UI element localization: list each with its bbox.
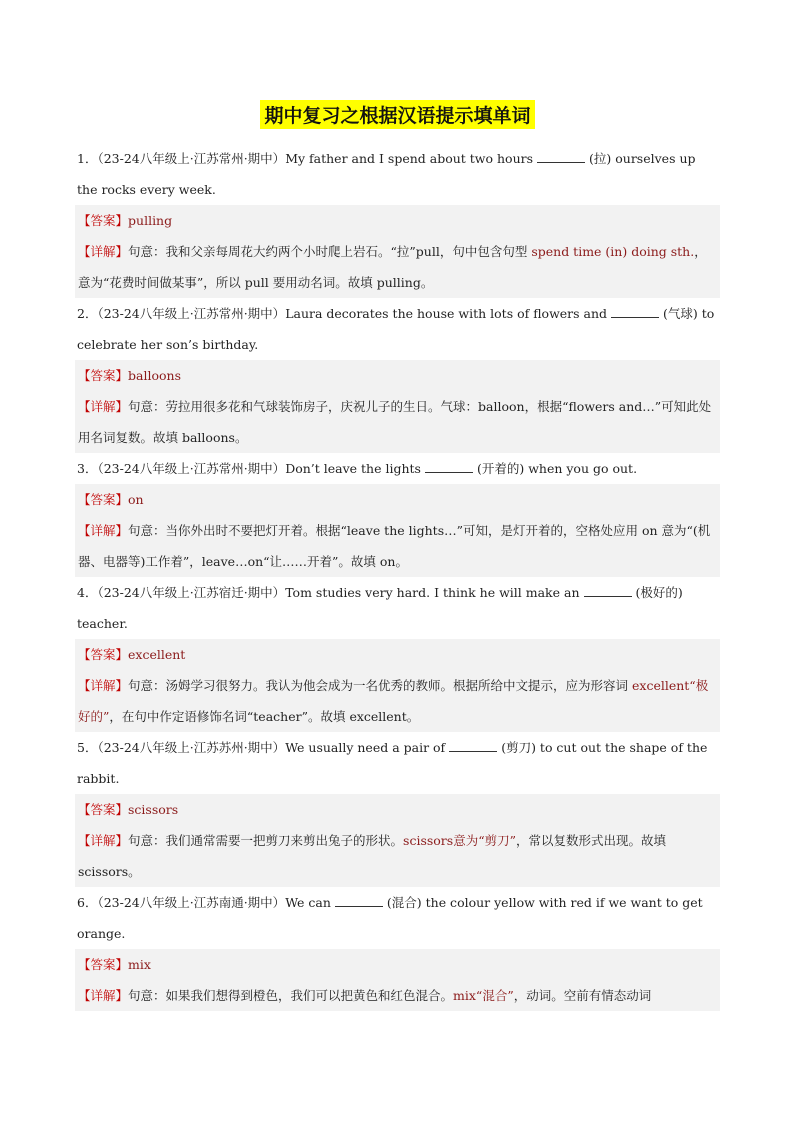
question-number: 5． <box>77 740 98 755</box>
detail-text-b: scissors意为“剪刀” <box>403 833 516 848</box>
document-page <box>75 100 720 1011</box>
question-number: 2． <box>77 306 98 321</box>
detail-tag: 【详解】 <box>78 833 129 848</box>
question-source: （23-24八年级上·江苏常州·期中） <box>97 306 286 321</box>
answer-box <box>75 360 720 453</box>
detail-line <box>78 980 717 1011</box>
detail-tag: 【详解】 <box>78 244 129 259</box>
answer-box <box>75 949 720 1011</box>
answer-tag: 【答案】 <box>78 957 129 972</box>
question-item <box>75 577 720 732</box>
answer-tag: 【答案】 <box>78 213 129 228</box>
question-pre: Tom studies very hard. I think he will make an <box>285 585 580 600</box>
answer-value: balloons <box>128 368 181 383</box>
question-hint: (气球) to celebrate her son’s birthday. <box>77 306 715 352</box>
question-source: （23-24八年级上·江苏常州·期中） <box>97 461 286 476</box>
detail-tag: 【详解】 <box>78 523 129 538</box>
question-hint: (极好的) teacher. <box>77 585 683 631</box>
answer-line <box>78 794 717 825</box>
question-text <box>75 453 720 484</box>
detail-tag: 【详解】 <box>78 399 129 414</box>
question-hint: (混合) the colour yellow with red if we want to get orange. <box>77 895 703 941</box>
detail-text-c: ，常以复数形式出现。故填 scissors。 <box>78 833 666 879</box>
answer-value: excellent <box>128 647 186 662</box>
answer-blank <box>611 307 659 318</box>
detail-line <box>78 236 717 298</box>
question-item <box>75 732 720 887</box>
detail-text-c: ，在句中作定语修饰名词“teacher”。故填 excellent。 <box>109 709 420 724</box>
question-pre: We can <box>285 895 331 910</box>
question-number: 6． <box>77 895 98 910</box>
title-wrap <box>75 100 720 129</box>
detail-line <box>78 515 717 577</box>
answer-box <box>75 794 720 887</box>
answer-blank <box>537 152 585 163</box>
question-text <box>75 887 720 949</box>
detail-line <box>78 670 717 732</box>
question-item <box>75 453 720 577</box>
answer-value: on <box>128 492 144 507</box>
detail-text-a: 句意：当你外出时不要把灯开着。根据“leave the lights…”可知，是灯开着的，空格处应用 on 意为“(机器、电器等)工作着”，leave…on“让……开着”。故填 on。 <box>78 523 711 569</box>
question-hint: (拉) ourselves up the rocks every week. <box>77 151 696 197</box>
question-item <box>75 143 720 298</box>
answer-line <box>78 484 717 515</box>
answer-box <box>75 484 720 577</box>
detail-text-a: 句意：我们通常需要一把剪刀来剪出兔子的形状。 <box>128 833 404 848</box>
detail-tag: 【详解】 <box>78 678 129 693</box>
detail-text-a: 句意：劳拉用很多花和气球装饰房子，庆祝儿子的生日。气球：balloon，根据“flowers and…”可知此处用名词复数。故填 balloons。 <box>78 399 712 445</box>
question-item <box>75 887 720 1011</box>
answer-tag: 【答案】 <box>78 492 129 507</box>
answer-line <box>78 360 717 391</box>
question-pre: My father and I spend about two hours <box>285 151 534 166</box>
answer-blank <box>425 462 473 473</box>
question-source: （23-24八年级上·江苏苏州·期中） <box>97 740 286 755</box>
question-text <box>75 298 720 360</box>
answer-value: scissors <box>128 802 179 817</box>
answer-line <box>78 205 717 236</box>
question-source: （23-24八年级上·江苏宿迁·期中） <box>97 585 286 600</box>
detail-text-c: ，动词。空前有情态动词 <box>513 988 652 1003</box>
detail-tag: 【详解】 <box>78 988 129 1003</box>
question-item <box>75 298 720 453</box>
answer-blank <box>584 586 632 597</box>
detail-text-b: mix“混合” <box>453 988 514 1003</box>
detail-text-a: 句意：汤姆学习很努力。我认为他会成为一名优秀的教师。根据所给中文提示，应为形容词 <box>128 678 632 693</box>
question-source: （23-24八年级上·江苏南通·期中） <box>97 895 286 910</box>
answer-tag: 【答案】 <box>78 802 129 817</box>
answer-box <box>75 205 720 298</box>
answer-value: pulling <box>128 213 173 228</box>
detail-line <box>78 825 717 887</box>
question-text <box>75 577 720 639</box>
question-pre: We usually need a pair of <box>285 740 446 755</box>
detail-text-c: ，意为“花费时间做某事”，所以 pull 要用动名词。故填 pulling。 <box>78 244 707 290</box>
answer-value: mix <box>128 957 151 972</box>
detail-line <box>78 391 717 453</box>
page-title: 期中复习之根据汉语提示填单词 <box>260 100 534 129</box>
detail-text-b: excellent“极好的” <box>78 678 709 724</box>
question-number: 4． <box>77 585 98 600</box>
question-hint: (开着的) when you go out. <box>476 461 638 476</box>
answer-blank <box>449 741 497 752</box>
question-pre: Don’t leave the lights <box>285 461 421 476</box>
question-text <box>75 143 720 205</box>
answer-box <box>75 639 720 732</box>
detail-text-b: spend time (in) doing sth. <box>531 244 695 259</box>
question-number: 1． <box>77 151 98 166</box>
question-text <box>75 732 720 794</box>
answer-tag: 【答案】 <box>78 647 129 662</box>
question-source: （23-24八年级上·江苏常州·期中） <box>97 151 286 166</box>
answer-line <box>78 949 717 980</box>
answer-line <box>78 639 717 670</box>
question-pre: Laura decorates the house with lots of flowers and <box>285 306 608 321</box>
question-hint: (剪刀) to cut out the shape of the rabbit. <box>77 740 708 786</box>
question-number: 3． <box>77 461 98 476</box>
detail-text-a: 句意：我和父亲每周花大约两个小时爬上岩石。“拉”pull，句中包含句型 <box>128 244 532 259</box>
question-list <box>75 143 720 1011</box>
detail-text-a: 句意：如果我们想得到橙色，我们可以把黄色和红色混合。 <box>128 988 454 1003</box>
answer-blank <box>335 896 383 907</box>
answer-tag: 【答案】 <box>78 368 129 383</box>
